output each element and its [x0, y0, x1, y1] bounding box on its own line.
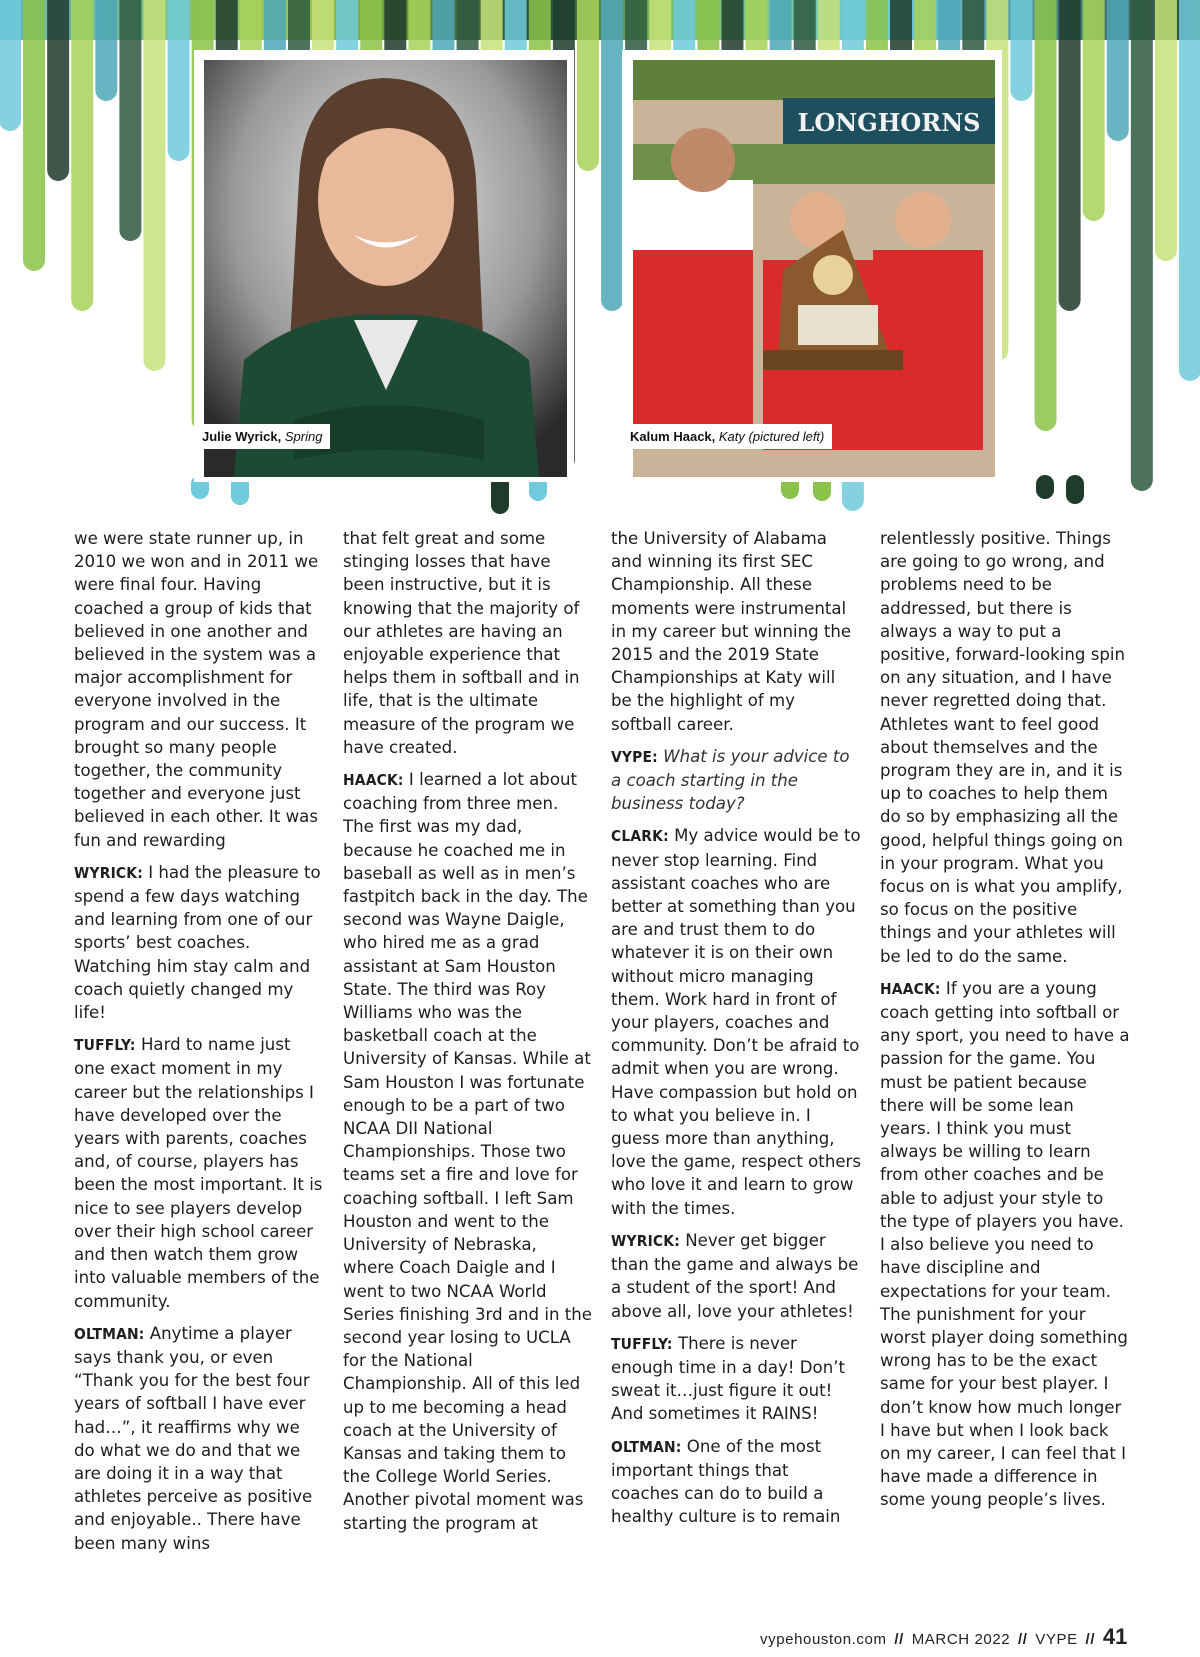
paragraph — [880, 977, 1130, 1512]
page-number: 41 — [1102, 1624, 1128, 1649]
paragraph — [343, 768, 593, 1535]
paragraph — [611, 745, 861, 816]
paragraph — [74, 861, 324, 1024]
paragraph-text: that felt great and some stinging losses that have been instructive, but it is knowing that the majority of our athletes are having an enjoyable experience that helps them in softball and in life, that is the ultimate measure of the program we have created. — [343, 529, 580, 757]
column-3 — [611, 527, 861, 1537]
caption-right-name: Kalum Haack, — [630, 429, 716, 444]
caption-left-place: Spring — [284, 429, 323, 444]
speaker-label: VYPE: — [611, 747, 658, 766]
paragraph — [880, 527, 1130, 968]
paragraph — [611, 1229, 861, 1323]
caption-left-name: Julie Wyrick, — [202, 429, 282, 444]
speaker-label: WYRICK: — [611, 1231, 680, 1250]
paragraph-text: Anytime a player says thank you, or even “Thank you for the best four years of softball I have ever had…”, it reaffirms why we do what we do and that we are doing it in a way that athletes perceive as positive and enjoyable.. There have been many wins — [74, 1323, 313, 1553]
speaker-label: HAACK: — [343, 771, 404, 790]
paragraph-text: we were state runner up, in 2010 we won and in 2011 we were final four. Having coached a group of kids that believed in one another and believed in the system was a major accomplishment for everyone involved in the program and our success. It brought so many people together, the community together and everyone just believed in each other. It was fun and rewarding — [74, 529, 319, 850]
speaker-label: OLTMAN: — [611, 1437, 682, 1456]
footer-site: vypehouston.com — [760, 1631, 887, 1648]
paragraph-text: I learned a lot about coaching from three men. The first was my dad, because he coached me in baseball as well as in men’s fastpitch back in the day. The second was Wayne Daigle, who hired me as a grad assistant at Sam Houston State. The third was Roy Williams who was the basketball coach at the University of Kansas. While at Sam Houston I was fortunate enough to be a part of two NCAA DII National Championships. Those two teams set a fire and love for coaching softball. I left Sam Houston and went to the University of Nebraska, where Coach Daigle and I went to two NCAA World Series finishing 3rd and in the second year losing to UCLA for the National Championship. All of this led up to me becoming a head coach at the University of Kansas and taking them to the College World Series. Another pivotal moment was starting the program at — [343, 770, 593, 1533]
footer-sep-1: // — [894, 1631, 904, 1648]
paragraph — [74, 527, 324, 852]
paragraph-text: My advice would be to never stop learning. Find assistant coaches who are better at something than you are and trust them to do whatever it is on their own without micro managing them. Work hard in front of your players, coaches and community. Don’t be afraid to admit when you are wrong. Have compassion but hold on to what you believe in. I guess more than anything, love the game, respect others who love it and learn to grow with the times. — [611, 826, 862, 1218]
column-2 — [343, 527, 593, 1544]
caption-right — [622, 424, 832, 449]
question-text: What is your advice to a coach starting in the business today? — [611, 746, 850, 814]
paragraph-text: Never get bigger than the game and always be a student of the sport! And above all, love your athletes! — [611, 1230, 859, 1321]
paragraph-text: There is never enough time in a day! Don’t sweat it…just figure it out! And sometimes it RAINS! — [611, 1333, 846, 1424]
footer-sep-2: // — [1018, 1631, 1028, 1648]
drip-background — [0, 0, 1200, 520]
paragraph — [611, 527, 861, 736]
paragraph — [611, 1435, 861, 1529]
footer-sep-3: // — [1085, 1631, 1096, 1648]
caption-right-place: Katy (pictured left) — [718, 429, 825, 444]
speaker-label: HAACK: — [880, 979, 941, 998]
paragraph — [74, 1322, 324, 1555]
paragraph — [611, 824, 861, 1219]
column-4 — [880, 527, 1130, 1521]
speaker-label: TUFFLY: — [611, 1334, 673, 1353]
paragraph — [74, 1033, 324, 1312]
page-footer — [760, 1624, 1127, 1650]
paragraph — [343, 527, 593, 759]
paragraph — [611, 1332, 861, 1426]
speaker-label: OLTMAN: — [74, 1324, 145, 1343]
speaker-label: WYRICK: — [74, 863, 143, 882]
paragraph-text: I had the pleasure to spend a few days watching and learning from one of our sports’ best coaches. Watching him stay calm and coach quietly changed my life! — [74, 862, 321, 1023]
paragraph-text: the University of Alabama and winning its first SEC Championship. All these moments were instrumental in my career but winning the 2015 and the 2019 State Championships at Katy will be the highlight of my softball career. — [611, 529, 852, 734]
column-1 — [74, 527, 324, 1564]
speaker-label: CLARK: — [611, 827, 669, 846]
footer-mag: VYPE — [1035, 1631, 1078, 1648]
footer-issue: MARCH 2022 — [911, 1631, 1011, 1648]
photo-kalum-haack — [633, 60, 995, 477]
photo-julie-wyrick — [204, 60, 567, 477]
caption-left — [194, 424, 330, 449]
paragraph-text: If you are a young coach getting into softball or any sport, you need to have a passion for the game. You must be patient because there will be some lean years. I think you must always be willing to learn from other coaches and be able to adjust your style to the type of players you have. I also believe you need to have discipline and expectations for your team. The punishment for your worst player doing something wrong has to be the exact same for your best player. I don’t know how much longer I have but when I look back on my career, I can feel that I have made a difference in some young people’s lives. — [880, 978, 1130, 1510]
paragraph-text: relentlessly positive. Things are going to go wrong, and problems need to be addressed, but there is always a way to put a positive, forward-looking spin on any situation, and I have never regretted doing that. Athletes want to feel good about themselves and the program they are in, and it is up to coaches to help them do so by emphasizing all the good, helpful things going on in your program. What you focus on is what you amplify, so focus on the positive things and your athletes will be led to do the same. — [880, 529, 1126, 966]
paragraph-text: One of the most important things that coaches can do to build a healthy culture is to remain — [611, 1436, 841, 1527]
scoreboard-text: LONGHORNS — [797, 108, 981, 137]
speaker-label: TUFFLY: — [74, 1036, 136, 1055]
paragraph-text: Hard to name just one exact moment in my career but the relationships I have developed over the years with parents, coaches and, of course, players has been the most important. It is nice to see players develop over their high school career and then watch them grow into valuable members of the community. — [74, 1035, 323, 1311]
